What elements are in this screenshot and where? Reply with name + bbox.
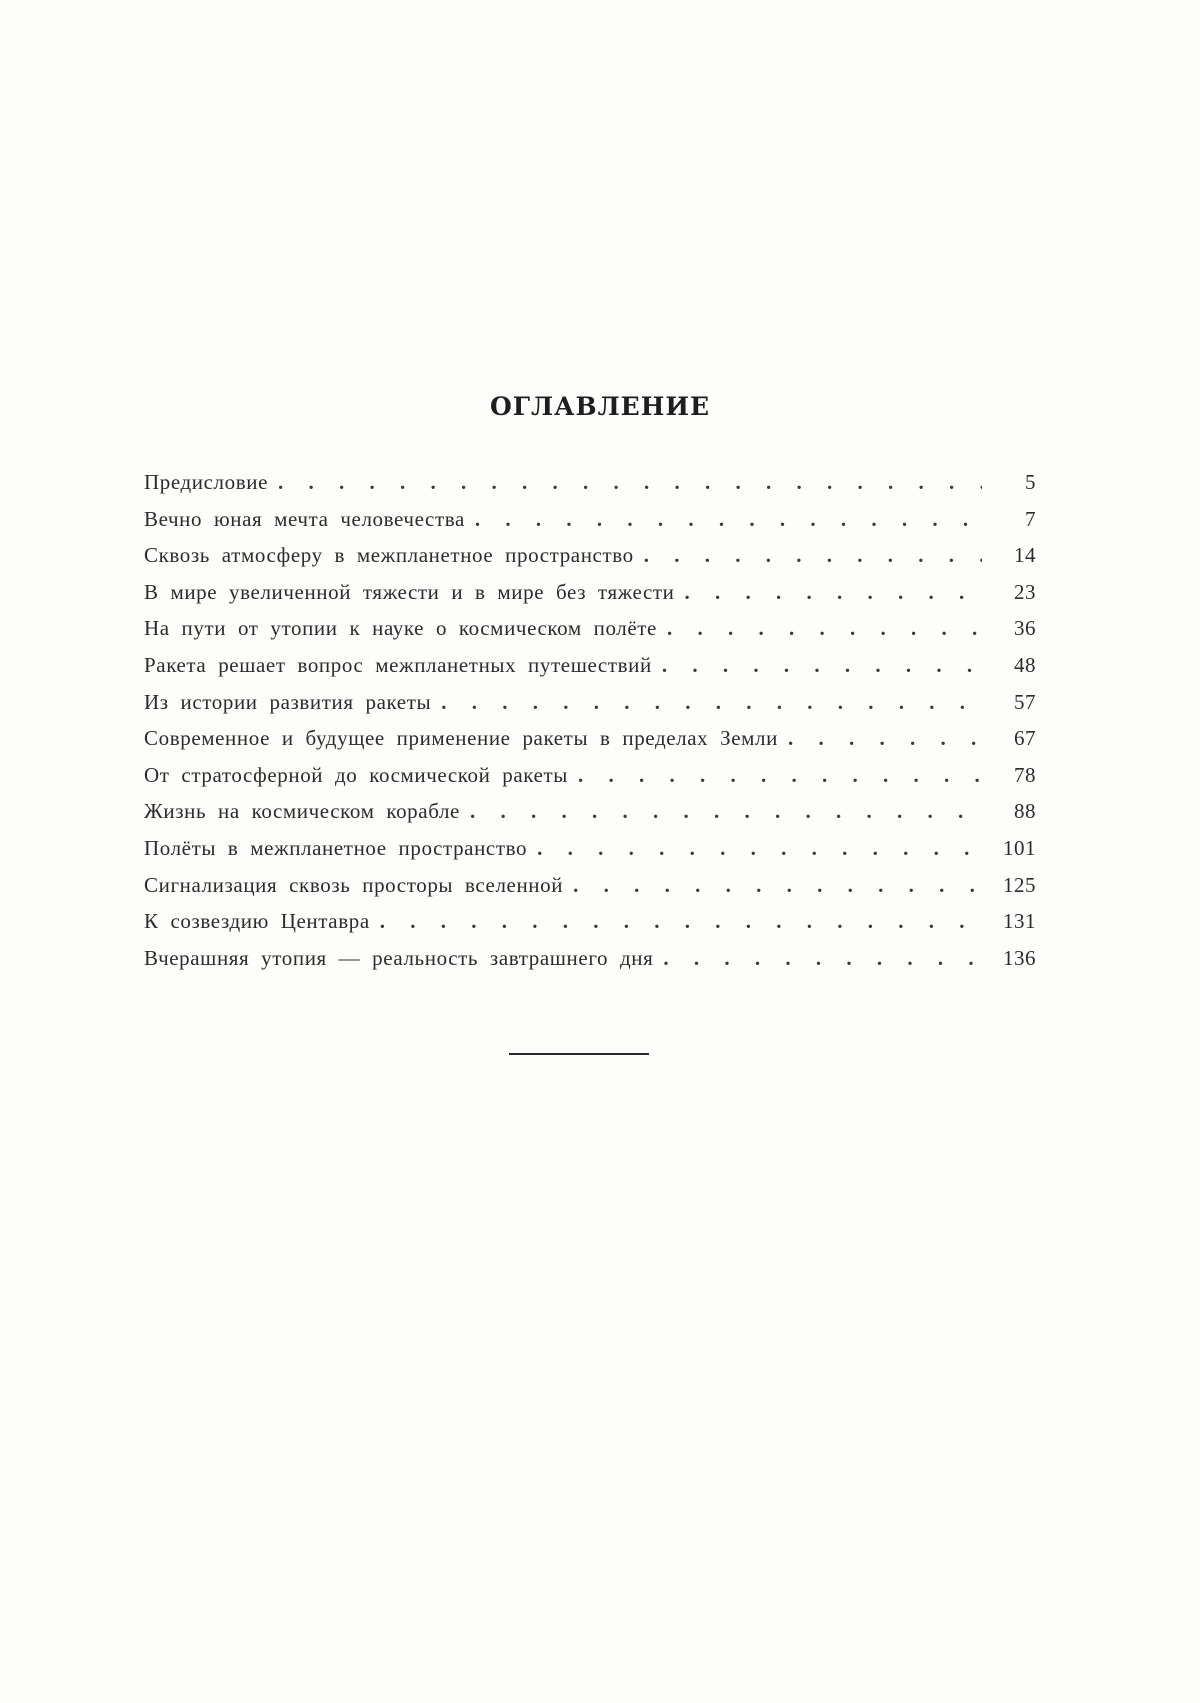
toc-entry-title: От стратосферной до космической ракеты: [144, 762, 568, 787]
toc-entry-title: Полёты в межпланетное пространство: [144, 835, 528, 860]
toc-entry-page: 23: [1014, 579, 1036, 604]
toc-entry-title: На пути от утопии к науке о космическом полёте: [144, 616, 657, 641]
toc-entry-title: Сигнализация сквозь просторы вселенной: [144, 872, 564, 897]
page-title: ОГЛАВЛЕНИЕ: [489, 392, 711, 421]
toc-entry-title: Ракета решает вопрос межпланетных путешествий: [144, 652, 652, 677]
toc-entry: [144, 836, 1036, 873]
toc-entry-title: Вечно юная мечта человечества: [144, 506, 465, 531]
dot-leader: [441, 690, 982, 715]
dot-leader: [685, 580, 982, 605]
dot-leader: [788, 726, 982, 751]
dot-leader: [578, 763, 982, 788]
toc-entry: [144, 543, 1036, 580]
toc-entry-title: В мире увеличенной тяжести и в мире без тяжести: [144, 579, 675, 604]
toc-entry: [144, 873, 1036, 910]
toc-entry-page: 14: [1014, 543, 1036, 568]
toc-entry-page: 88: [1014, 799, 1036, 824]
toc-entry-page: 48: [1014, 652, 1036, 677]
toc-entry: [144, 653, 1036, 690]
toc-entry-title: Из истории развития ракеты: [144, 689, 432, 714]
dot-leader: [644, 543, 982, 568]
dot-leader: [663, 946, 982, 971]
toc-entry: [144, 616, 1036, 653]
toc-entry-page: 136: [1003, 945, 1036, 970]
dot-leader: [470, 799, 982, 824]
toc-entry-title: Жизнь на космическом корабле: [144, 799, 460, 824]
toc-entry-title: Современное и будущее применение ракеты в пределах Земли: [144, 726, 778, 751]
toc-entry-page: 67: [1014, 726, 1036, 751]
toc-entry: [144, 799, 1036, 836]
dot-leader: [662, 653, 982, 678]
toc-entry: [144, 507, 1036, 544]
closing-rule: [509, 1053, 649, 1055]
dot-leader: [380, 909, 982, 934]
toc-entry-title: Сквозь атмосферу в межпланетное пространство: [144, 543, 634, 568]
toc-entry: [144, 690, 1036, 727]
dot-leader: [667, 616, 982, 641]
toc-entry: [144, 946, 1036, 983]
toc-entry-page: 57: [1014, 689, 1036, 714]
toc-entry: [144, 726, 1036, 763]
toc-entry: [144, 580, 1036, 617]
dot-leader: [475, 507, 982, 532]
table-of-contents: [144, 470, 1036, 982]
toc-entry-page: 36: [1014, 616, 1036, 641]
toc-entry-title: Предисловие: [144, 470, 269, 494]
dot-leader: [573, 873, 982, 898]
toc-entry: [144, 470, 1036, 507]
toc-entry-title: Вчерашняя утопия — реальность завтрашнего дня: [144, 945, 654, 970]
toc-entry-page: 78: [1014, 762, 1036, 787]
toc-entry-page: 5: [1025, 470, 1036, 494]
toc-entry: [144, 763, 1036, 800]
toc-entry-title: К созвездию Центавра: [144, 909, 370, 934]
dot-leader: [278, 470, 982, 495]
toc-entry-page: 7: [1025, 506, 1036, 531]
toc-entry-page: 101: [1003, 835, 1036, 860]
toc-entry-page: 125: [1003, 872, 1036, 897]
dot-leader: [537, 836, 982, 861]
toc-entry: [144, 909, 1036, 946]
toc-entry-page: 131: [1003, 909, 1036, 934]
